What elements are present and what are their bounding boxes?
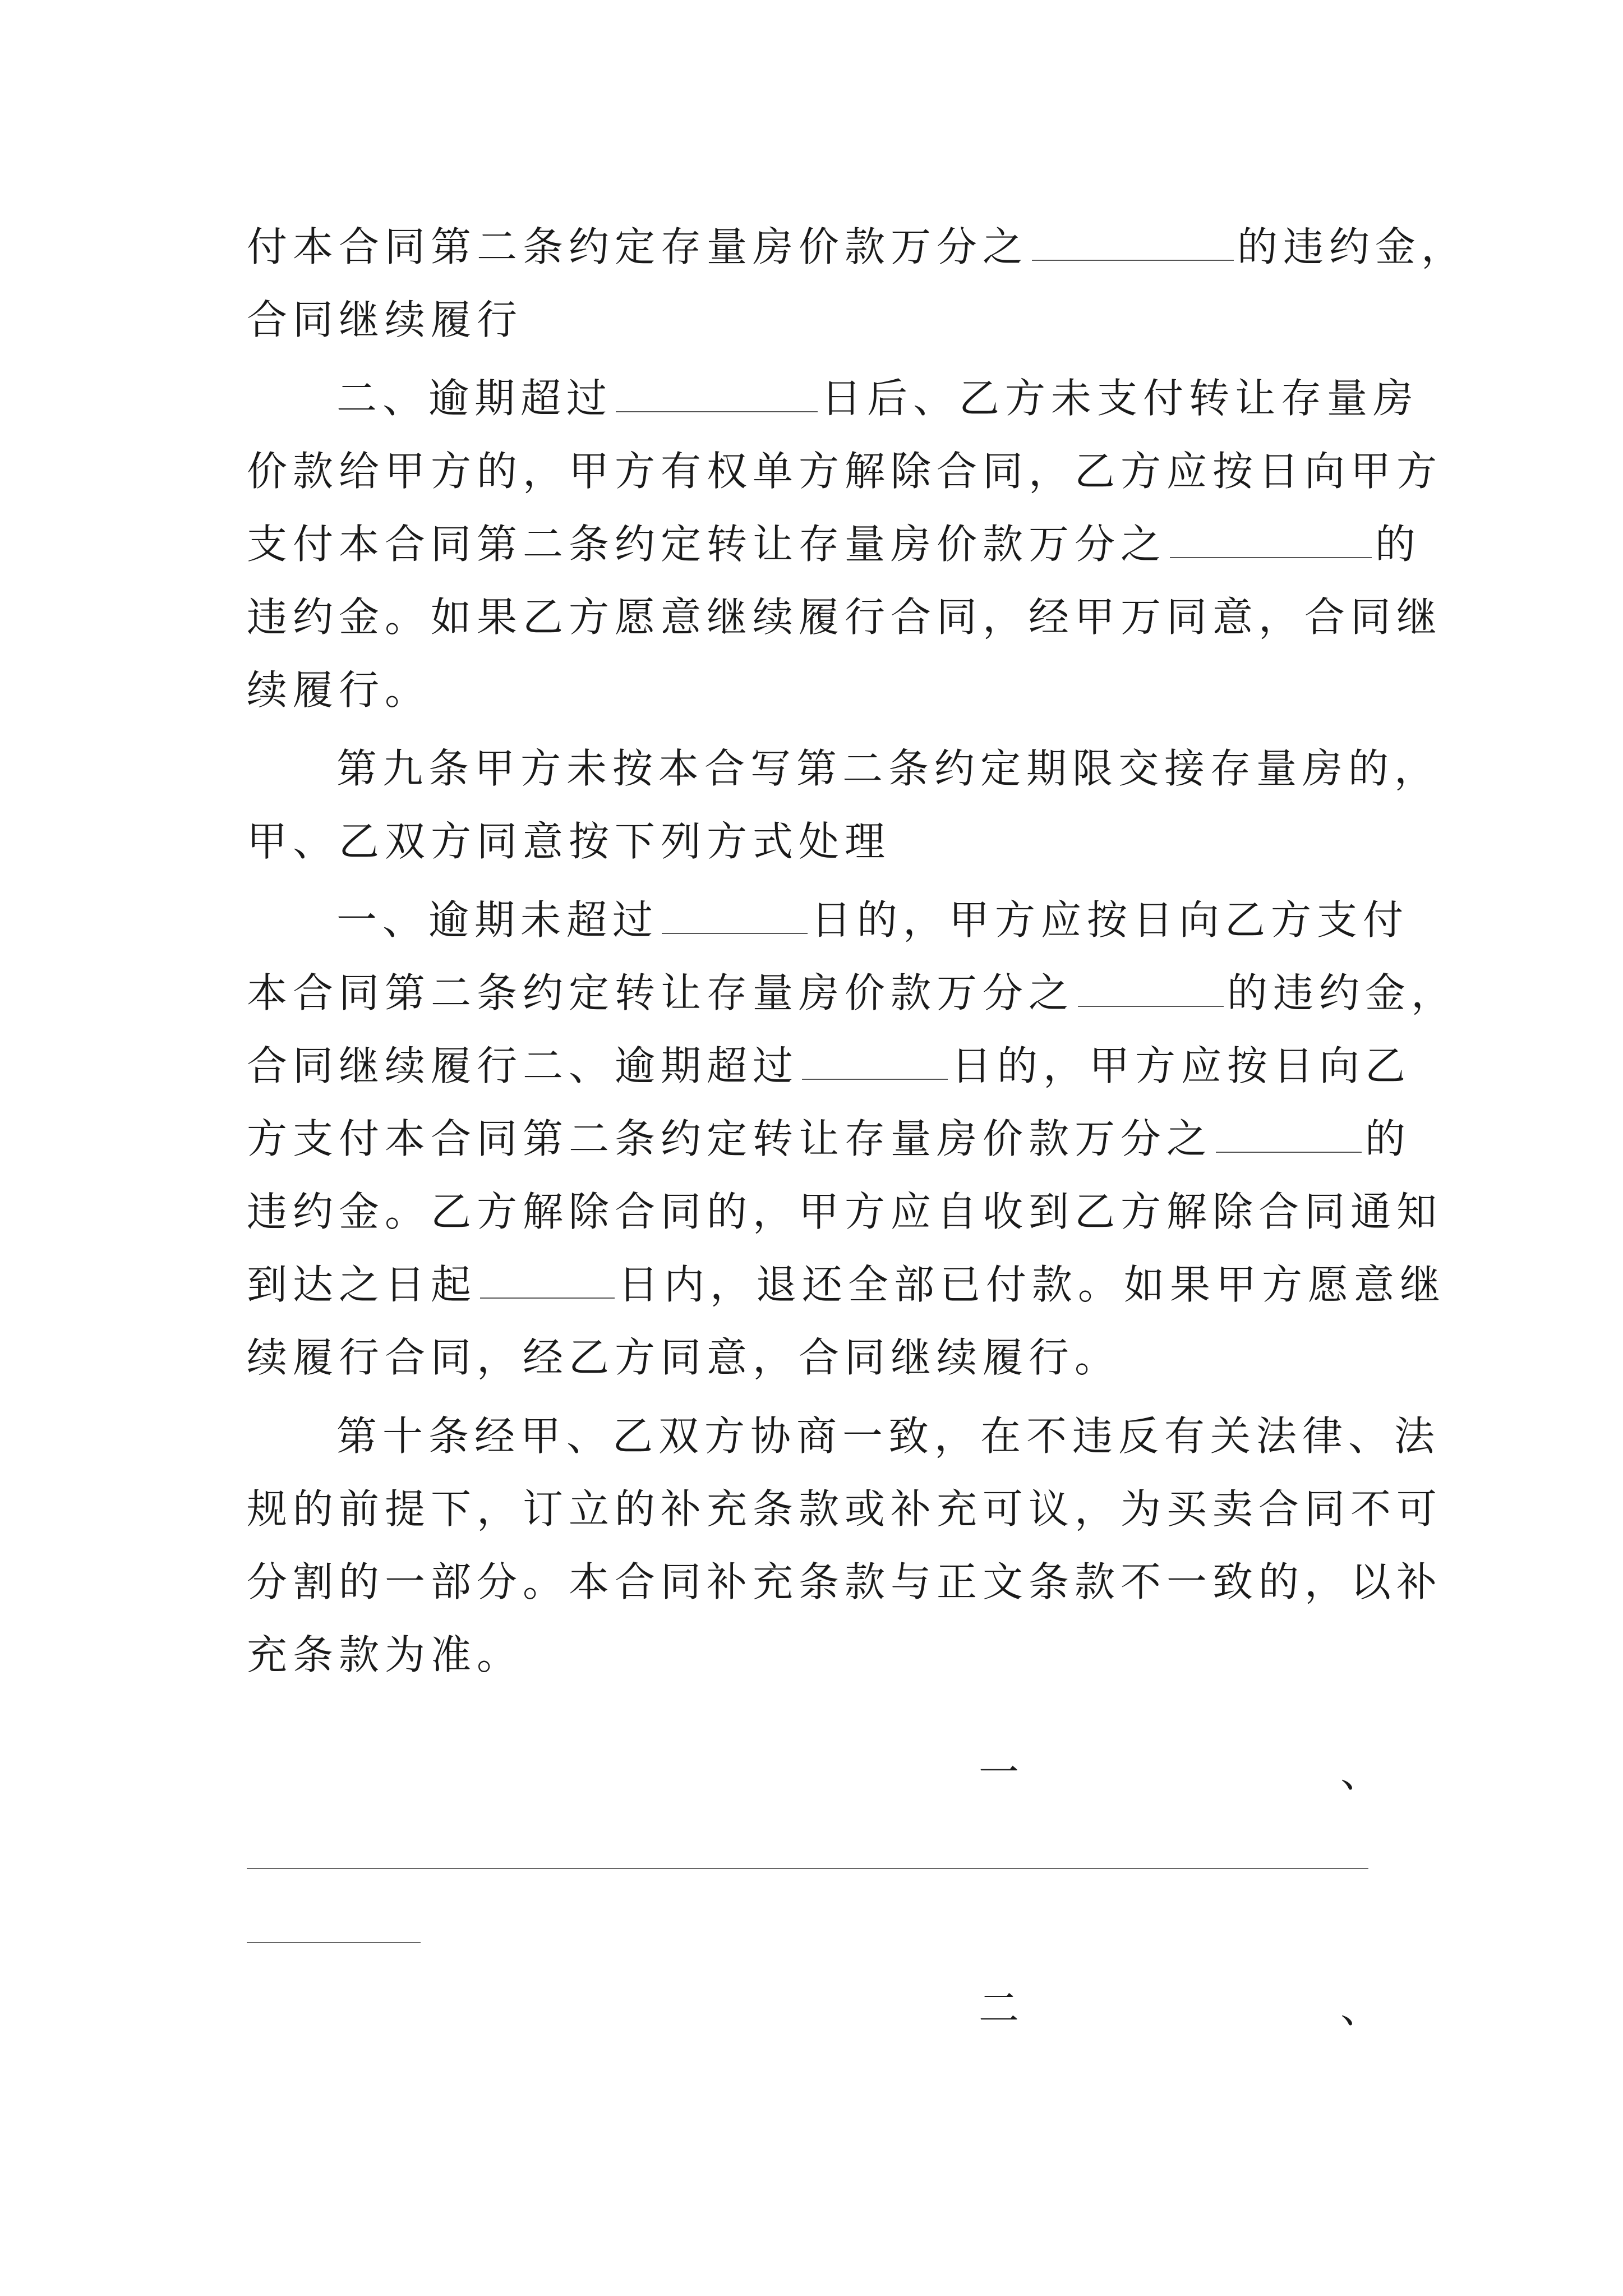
text-line <box>247 516 1421 572</box>
text-segment: 二、逾期超过 <box>336 375 613 422</box>
text-line <box>336 892 1409 948</box>
text-segment: 违约金。乙方解除合同的，甲方应自收到乙方解除合同通知 <box>247 1188 1443 1235</box>
text-segment: 本合同第二条约定转让存量房价款万分之 <box>247 969 1075 1016</box>
text-segment: 方支付本合同第二条约定转让存量房价款万分之 <box>247 1115 1213 1162</box>
text-segment: 的违约金， <box>1237 223 1468 270</box>
text-segment: 续履行合同，经乙方同意，合同继续履行。 <box>247 1334 1121 1381</box>
text-segment: 一、逾期未超过 <box>336 896 659 944</box>
text-line <box>247 292 523 348</box>
supplement-item-two-marker: 二 <box>979 1985 1020 2032</box>
text-segment: 的 <box>1375 521 1422 568</box>
fill-in-blank <box>616 373 818 412</box>
text-segment: 日的，甲方应按日向乙 <box>951 1042 1412 1089</box>
text-line <box>336 740 1440 797</box>
text-segment: 合同继续履行二、逾期超过 <box>247 1042 799 1089</box>
text-segment: 到达之日起 <box>247 1261 477 1308</box>
text-segment: 的 <box>1365 1115 1412 1162</box>
text-line <box>247 1329 1121 1386</box>
text-segment: 甲、乙双方同意按下列方式处理 <box>247 818 891 865</box>
text-line <box>247 1627 523 1683</box>
text-line <box>247 813 891 869</box>
text-line <box>247 1184 1442 1240</box>
text-segment: 价款给甲方的，甲方有权单方解除合同，乙方应按日向甲方 <box>247 448 1443 495</box>
text-line <box>247 965 1457 1021</box>
text-line <box>247 589 1442 645</box>
text-segment: 规的前提下，订立的补充条款或补充可议，为买卖合同不可 <box>247 1485 1443 1533</box>
text-line <box>247 1257 1446 1313</box>
text-line <box>336 1408 1440 1464</box>
text-segment: 支付本合同第二条约定转让存量房价款万分之 <box>247 521 1167 568</box>
text-line <box>336 370 1419 426</box>
fill-in-blank <box>1032 222 1234 261</box>
text-segment: 违约金。如果乙方愿意继续履行合同，经甲万同意，合同继 <box>247 593 1443 641</box>
text-line <box>247 1111 1411 1167</box>
text-segment: 第九条甲方未按本合写第二条约定期限交接存量房的， <box>336 745 1441 792</box>
supplement-item-two-comma: 、 <box>1340 1985 1381 2032</box>
text-line <box>247 443 1442 499</box>
fill-in-blank <box>802 1041 948 1080</box>
text-segment: 付本合同第二条约定存量房价款万分之 <box>247 223 1029 270</box>
text-segment: 日后、乙方未支付转让存量房 <box>821 375 1419 422</box>
text-segment: 日的，甲方应按日向乙方支付 <box>811 896 1409 944</box>
supplement-item-one-comma: 、 <box>1340 1749 1381 1796</box>
fill-in-blank <box>480 1259 615 1299</box>
text-segment: 第十条经甲、乙双方协商一致，在不违反有关法律、法 <box>336 1412 1441 1460</box>
text-segment: 日内，退还全部已付款。如果甲方愿意继 <box>618 1261 1446 1308</box>
supplement-item-one-fill-line-continued <box>247 1942 421 1943</box>
supplement-item-one-marker: 一 <box>979 1749 1020 1796</box>
text-segment: 充条款为准。 <box>247 1631 523 1678</box>
text-segment: 分割的一部分。本合同补充条款与正文条款不一致的，以补 <box>247 1558 1443 1605</box>
fill-in-blank <box>1170 519 1372 558</box>
supplement-item-one-fill-line <box>247 1868 1368 1869</box>
text-segment: 合同继续履行 <box>247 296 523 343</box>
text-line <box>247 1481 1442 1537</box>
text-segment: 的违约金， <box>1227 969 1458 1016</box>
fill-in-blank <box>1216 1114 1362 1153</box>
text-line <box>247 662 431 718</box>
text-line <box>247 1038 1411 1094</box>
text-line <box>247 219 1467 275</box>
text-segment: 续履行。 <box>247 666 431 714</box>
text-line <box>247 1554 1442 1610</box>
fill-in-blank <box>662 895 808 934</box>
fill-in-blank <box>1078 968 1224 1007</box>
